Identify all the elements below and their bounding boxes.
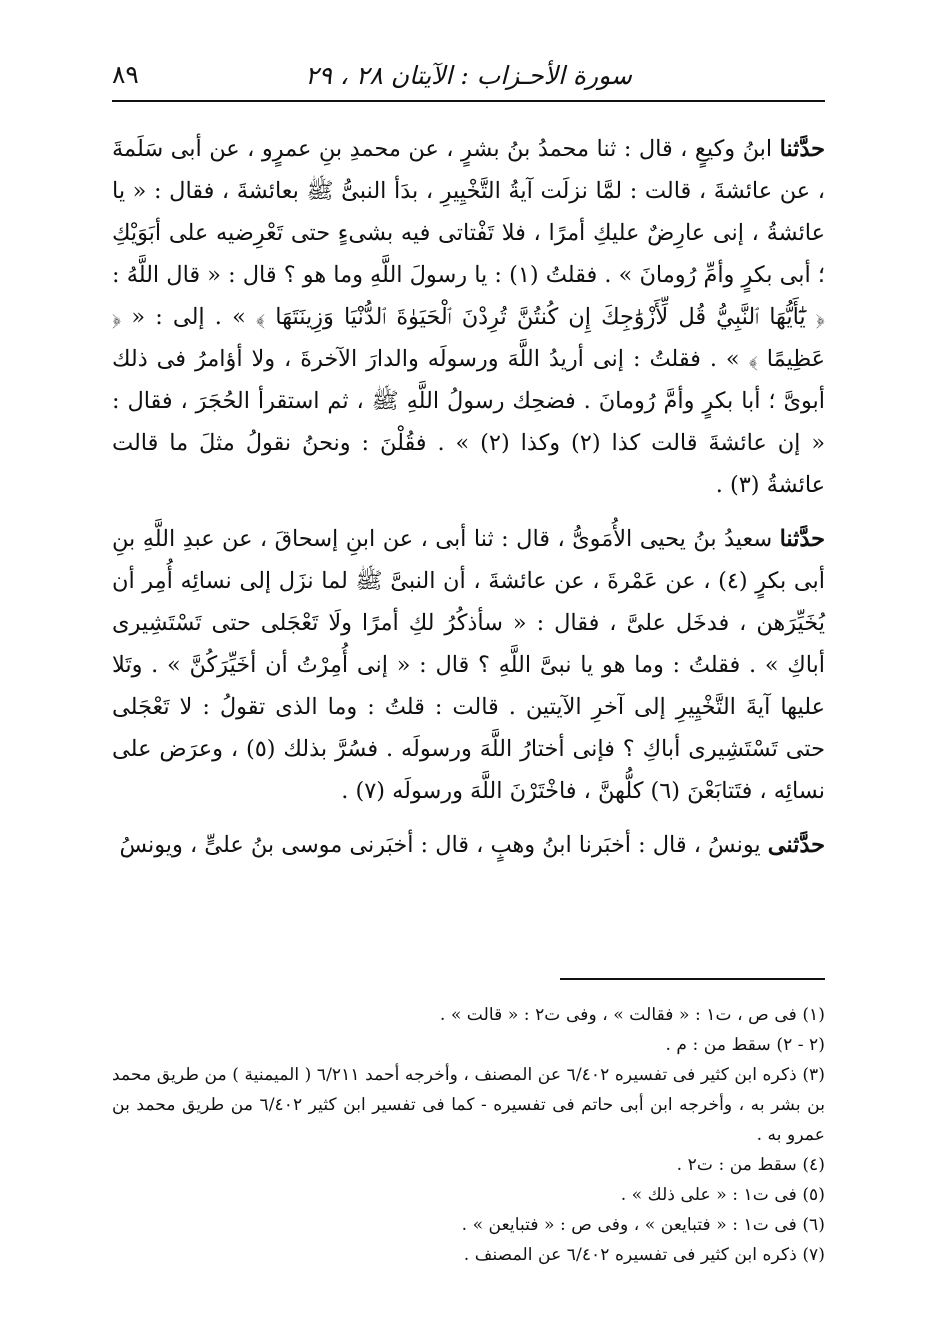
paragraph-text-3: يونسُ ، قال : أخبَرنا ابنُ وهبٍ ، قال : أخبَرنى موسى بنُ علىٍّ ، ويونسُ	[119, 832, 768, 858]
hadith-paragraph-3	[112, 824, 825, 866]
footnotes	[112, 1000, 825, 1290]
paragraph-text-2: سعيدُ بنُ يحيى الأُمَوىُّ ، قال : ثنا أبى ، عن ابنِ إسحاقَ ، عن عبدِ اللَّهِ بنِ أبى بكرٍ (٤) ، عن عَمْرةَ ، عن عائشةَ ، أن النبىَّ ﷺ لما نزَل إلى نسائِه أُمِر أن يُخَيِّرَهن ، فدخَل علىَّ ، فقال : « سأذكُرُ لكِ أمرًا ولَا تَعْجَلى حتى تَسْتَشِيرى أباكِ » . فقلتُ : وما هو يا نبىَّ اللَّهِ ؟ قال : « إنى أُمِرْتُ أن أخَيِّرَكُنَّ » . وتَلا عليها آيةَ التَّخْيِيرِ إلى آخرِ الآيتين . قالت : قلتُ : وما الذى تقولُ : لا تَعْجَلى حتى تَسْتَشِيرى أباكِ ؟ فإنى أختارُ اللَّهَ ورسولَه . فسُرَّ بذلك (٥) ، وعرَض على نسائِه ، فتَتابَعْنَ (٦) كلُّهنَّ ، فاخْتَرْنَ اللَّهَ ورسولَه (٧) .	[112, 526, 825, 804]
footnote-3: (٣) ذكره ابن كثير فى تفسيره ٦/٤٠٢ عن المصنف ، وأخرجه أحمد ٦/٢١١ ( الميمنية ) من طريق محمد بن بشر به ، وأخرجه ابن أبى حاتم فى تفسيره - كما فى تفسير ابن كثير ٦/٤٠٢ من طريق محمد بن عمرو به .	[112, 1065, 825, 1145]
main-text	[112, 128, 825, 948]
running-title: سورة الأحـزاب : الآيتان ٢٨ ، ٢٩	[305, 60, 632, 90]
footnote-1: (١) فى ص ، ت١ : « فقالت » ، وفى ت٢ : « قالت » .	[439, 1005, 825, 1025]
running-header	[112, 52, 825, 98]
hadith-paragraph-1	[112, 128, 825, 506]
narration-lead-2: حدَّثنا	[779, 526, 825, 552]
footnote-5: (٥) فى ت١ : « على ذلك » .	[620, 1185, 825, 1205]
hadith-paragraph-2	[112, 518, 825, 812]
footnote-2: (٢ - ٢) سقط من : م .	[665, 1035, 825, 1055]
footnote-6: (٦) فى ت١ : « فتبايعن » ، وفى ص : « فتبايعن » .	[461, 1215, 825, 1235]
footnote-separator	[560, 978, 825, 980]
paragraph-text-1: ابنُ وكيعٍ ، قال : ثنا محمدُ بنُ بشرٍ ، عن محمدِ بنِ عمرٍو ، عن أبى سَلَمةَ ، عن عائشةَ ، قالت : لمَّا نزلَت آيةُ التَّخْيِيرِ ، بدَأ النبىُّ ﷺ بعائشةَ ، فقال : « يا عائشةُ ، إنى عارِضٌ عليكِ أمرًا ، فلا تَفْتاتى فيه بشىءٍ حتى تَعْرِضيه على أبَوَيْكِ ؛ أبى بكرٍ وأمِّ رُومانَ » . فقلتُ (١) : يا رسولَ اللَّهِ وما هو ؟ قال : « قال اللَّهُ : ﴿ يَٰٓأَيُّهَا ٱلنَّبِيُّ قُل لِّأَزْوَٰجِكَ إِن كُنتُنَّ تُرِدْنَ ٱلْحَيَوٰةَ ٱلدُّنْيَا وَزِينَتَهَا ﴾ » . إلى : « ﴿ عَظِيمًا ﴾ » . فقلتُ : إنى أريدُ اللَّهَ ورسولَه والدارَ الآخرةَ ، ولا أؤامرُ فى ذلك أبوىَّ ؛ أبا بكرٍ وأمَّ رُومانَ . فضحِك رسولُ اللَّهِ ﷺ ، ثم استقرأ الحُجَرَ ، فقال : « إن عائشةَ قالت كذا (٢) وكذا (٢) » . فقُلْنَ : ونحنُ نقولُ مثلَ ما قالت عائشةُ (٣) .	[112, 136, 826, 498]
footnote-7: (٧) ذكره ابن كثير فى تفسيره ٦/٤٠٢ عن المصنف .	[463, 1245, 825, 1265]
header-rule	[112, 100, 825, 102]
page-number: ٨٩	[112, 60, 139, 89]
footnote-4: (٤) سقط من : ت٢ .	[676, 1155, 825, 1175]
narration-lead-3: حدَّثنى	[767, 832, 825, 858]
narration-lead-1: حدَّثنا	[779, 136, 825, 162]
